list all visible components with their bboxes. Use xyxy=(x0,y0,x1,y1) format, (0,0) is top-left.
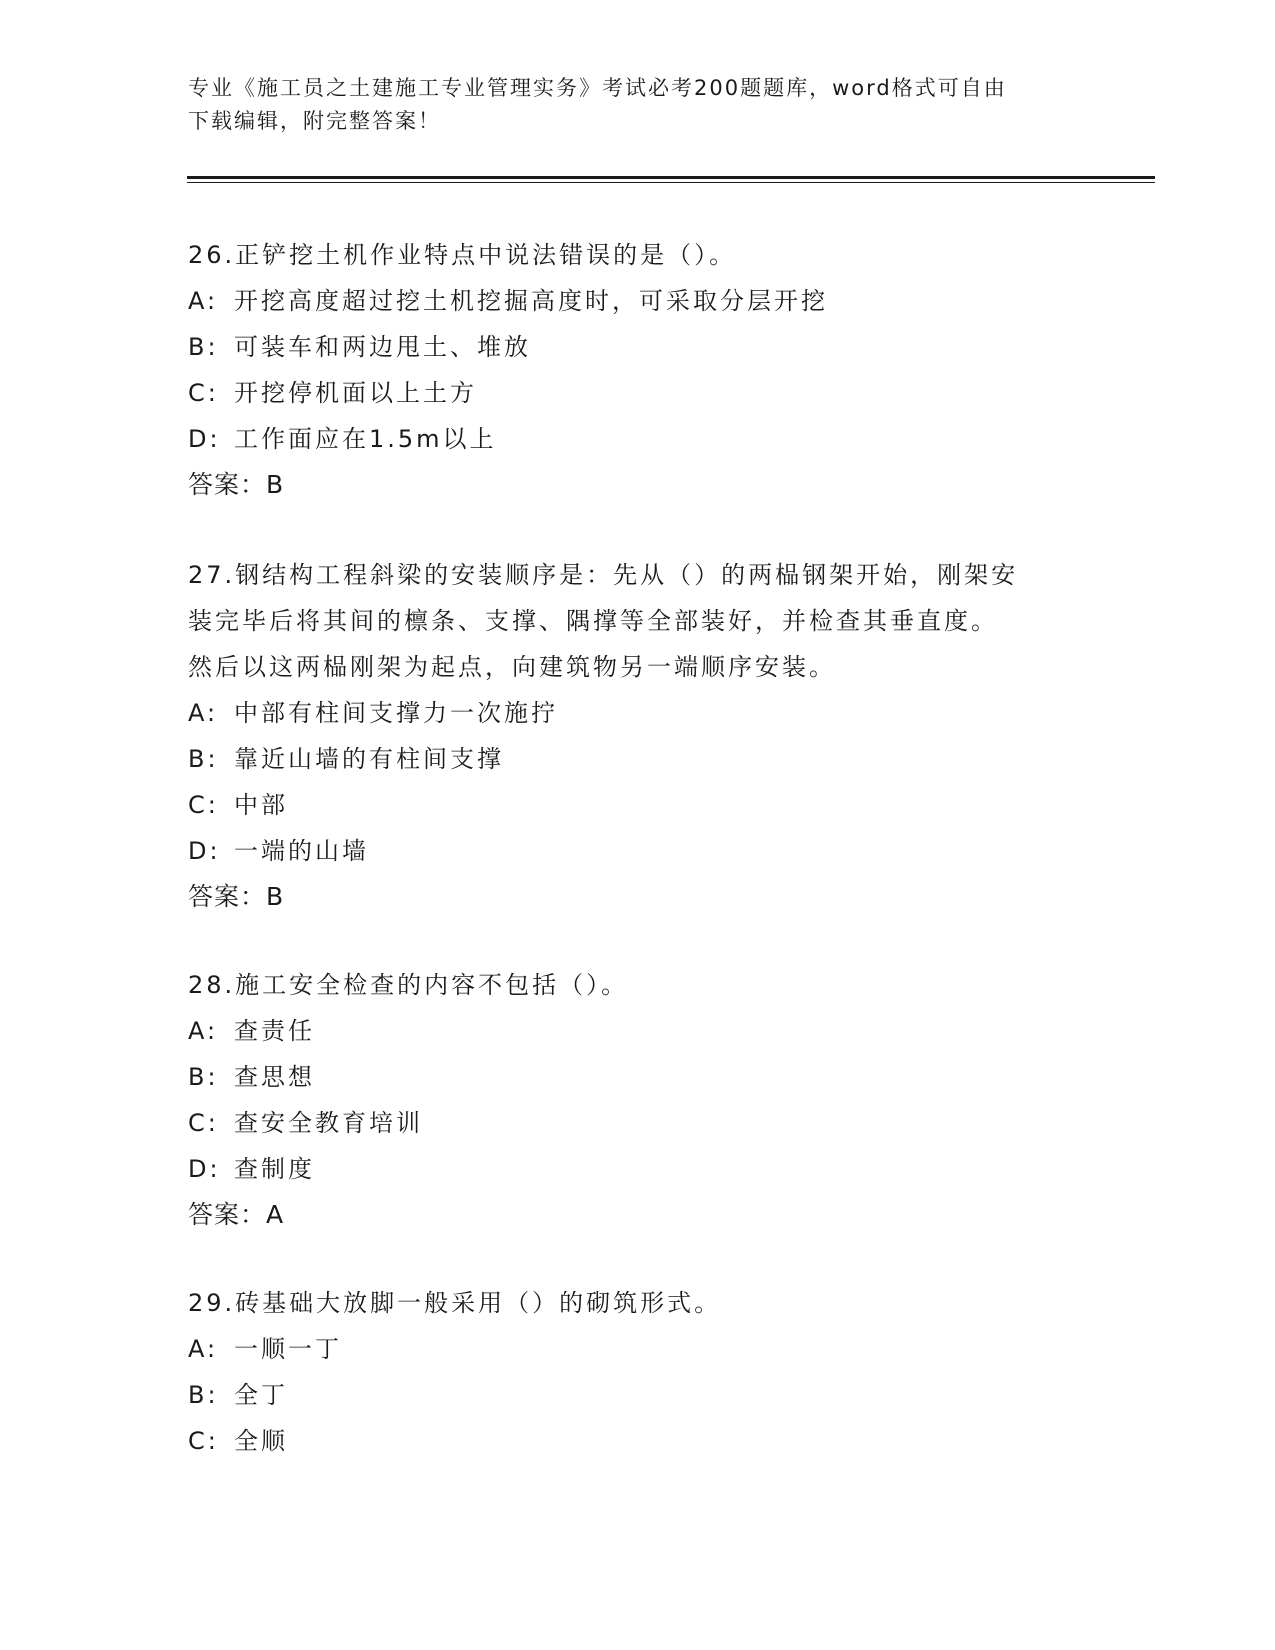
header-line-1: 专业《施工员之土建施工专业管理实务》考试必考200题题库，word格式可自由 xyxy=(188,76,1007,100)
answer: 答案：B xyxy=(188,882,285,911)
option-c: C: 全顺 xyxy=(188,1427,288,1455)
question-stem-line-3: 然后以这两榀刚架为起点，向建筑物另一端顺序安装。 xyxy=(188,653,836,681)
option-d: D: 查制度 xyxy=(188,1155,315,1183)
document-header xyxy=(188,72,1088,138)
option-b: B: 可装车和两边甩土、堆放 xyxy=(188,333,531,361)
option-c: C: 开挖停机面以上土方 xyxy=(188,379,477,407)
header-line-2: 下载编辑，附完整答案！ xyxy=(188,109,441,133)
question-stem: 29.砖基础大放脚一般采用（）的砌筑形式。 xyxy=(188,1289,722,1317)
header-divider-thin xyxy=(187,182,1155,183)
answer: 答案：A xyxy=(188,1200,285,1229)
option-a: A: 中部有柱间支撑力一次施拧 xyxy=(188,699,558,727)
question-stem: 26.正铲挖土机作业特点中说法错误的是（）。 xyxy=(188,241,737,269)
option-a: A: 一顺一丁 xyxy=(188,1335,342,1363)
question-stem-line-2: 装完毕后将其间的檩条、支撑、隅撑等全部装好，并检查其垂直度。 xyxy=(188,607,998,635)
question-27 xyxy=(188,552,1108,920)
question-26 xyxy=(188,232,1108,508)
answer: 答案：B xyxy=(188,470,285,499)
option-c: C: 查安全教育培训 xyxy=(188,1109,423,1137)
header-divider-thick xyxy=(187,176,1155,179)
option-d: D: 一端的山墙 xyxy=(188,837,369,865)
option-b: B: 全丁 xyxy=(188,1381,288,1409)
question-29 xyxy=(188,1280,1108,1464)
option-b: B: 查思想 xyxy=(188,1063,315,1091)
question-stem-line-1: 27.钢结构工程斜梁的安装顺序是：先从（）的两榀钢架开始，刚架安 xyxy=(188,561,1019,589)
option-a: A: 查责任 xyxy=(188,1017,315,1045)
question-stem: 28.施工安全检查的内容不包括（）。 xyxy=(188,971,629,999)
question-28 xyxy=(188,962,1108,1238)
option-c: C: 中部 xyxy=(188,791,288,819)
option-d: D: 工作面应在1.5m以上 xyxy=(188,425,497,453)
option-a: A: 开挖高度超过挖土机挖掘高度时，可采取分层开挖 xyxy=(188,287,828,315)
option-b: B: 靠近山墙的有柱间支撑 xyxy=(188,745,504,773)
